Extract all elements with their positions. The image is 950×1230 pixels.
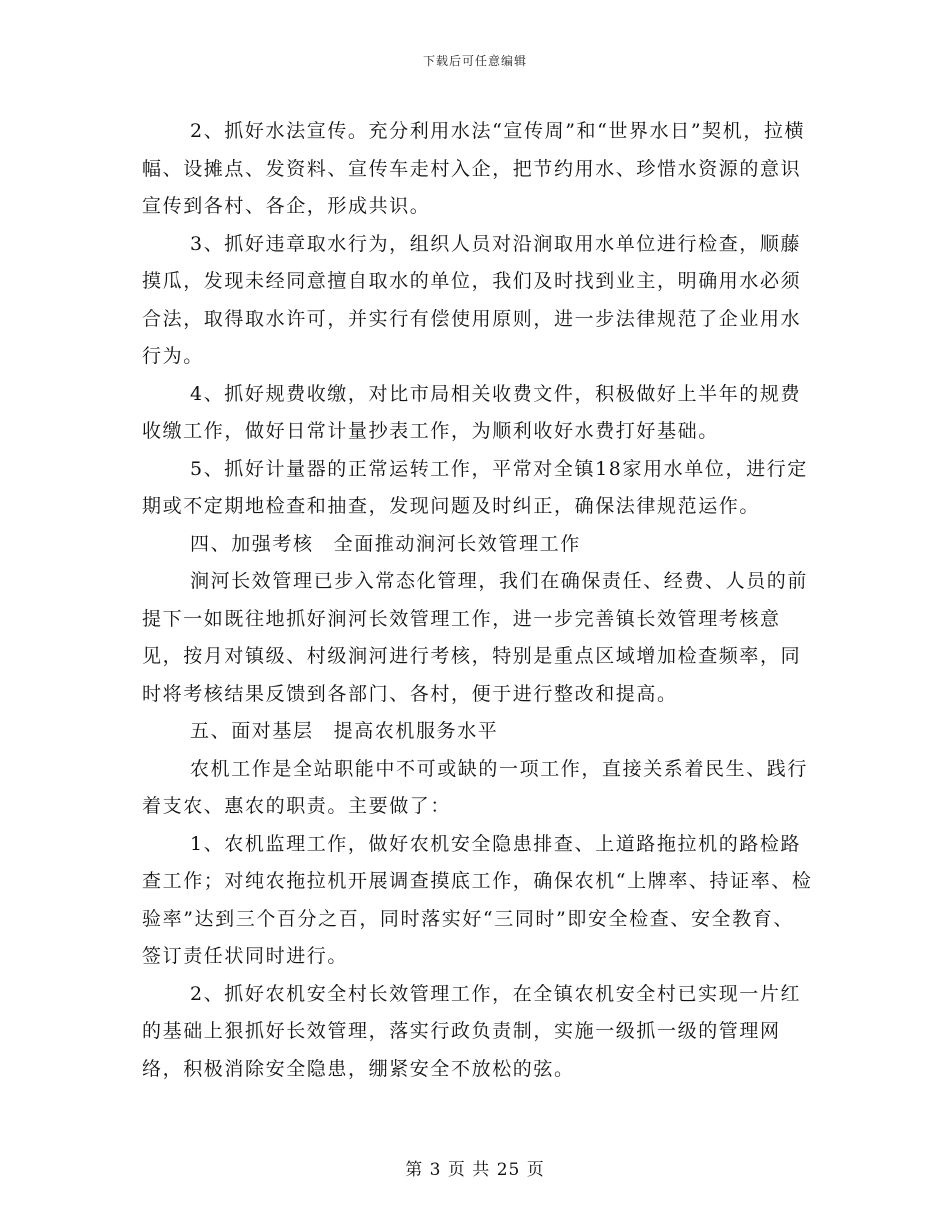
paragraph-machinery-supervision: 1、农机监理工作，做好农机安全隐患排查、上道路拖拉机的路检路查工作；对纯农拖拉机开展调查摸底工作，确保农机“上牌率、持证率、检验率”达到三个百分之百，同时落实好“三同时”即安全检查、安全教育、签订责任状同时进行。 <box>142 832 813 967</box>
section-heading-4-part1: 四、加强考核 <box>190 532 314 555</box>
paragraph-fee-collection: 4、抓好规费收缴，对比市局相关收费文件，积极做好上半年的规费收缴工作，做好日常计量抄表工作，为顺利收好水费打好基础。 <box>142 382 802 442</box>
section-heading-5 <box>142 713 814 751</box>
section-heading-5-part2: 提高农机服务水平 <box>333 720 499 742</box>
page-number-footer: 第 3 页 共 25 页 <box>405 1160 545 1180</box>
header-note: 下载后可任意编辑 <box>422 54 527 68</box>
paragraph-meter-operation: 5、抓好计量器的正常运转工作，平常对全镇18家用水单位，进行定期或不定期地检查和抽查，发现问题及时纠正，确保法律规范运作。 <box>142 457 808 517</box>
paragraph-water-law-publicity: 2、抓好水法宣传。充分利用水法“宣传周”和“世界水日”契机，拉横幅、设摊点、发资料、宣传车走村入企，把节约用水、珍惜水资源的意识宣传到各村、各企，形成共识。 <box>142 120 806 217</box>
section-heading-5-part1: 五、面对基层 <box>190 720 314 742</box>
paragraph-illegal-water-intake: 3、抓好违章取水行为，组织人员对沿涧取用水单位进行检查，顺藤摸瓜，发现未经同意擅自取水的单位，我们及时找到业主，明确用水必须合法，取得取水许可，并实行有偿使用原则，进一步法律规范了企业用水行为。 <box>142 232 802 367</box>
paragraph-agri-machinery-intro: 农机工作是全站职能中不可或缺的一项工作，直接关系着民生、践行着支农、惠农的职责。主要做了： <box>142 757 809 817</box>
section-heading-4 <box>142 526 814 564</box>
paragraph-machinery-safety-village: 2、抓好农机安全村长效管理工作，在全镇农机安全村已实现一片红的基础上狠抓好长效管理，落实行政负责制，实施一级抓一级的管理网络，积极消除安全隐患，绷紧安全不放松的弦。 <box>142 982 802 1080</box>
paragraph-river-management: 涧河长效管理已步入常态化管理，我们在确保责任、经费、人员的前提下一如既往地抓好涧河长效管理工作，进一步完善镇长效管理考核意见，按月对镇级、村级涧河进行考核，特别是重点区域增加检查频率，同时将考核结果反馈到各部门、各村，便于进行整改和提高。 <box>142 570 809 705</box>
document-body <box>142 113 814 1088</box>
section-heading-4-part2: 全面推动涧河长效管理工作 <box>333 532 581 555</box>
